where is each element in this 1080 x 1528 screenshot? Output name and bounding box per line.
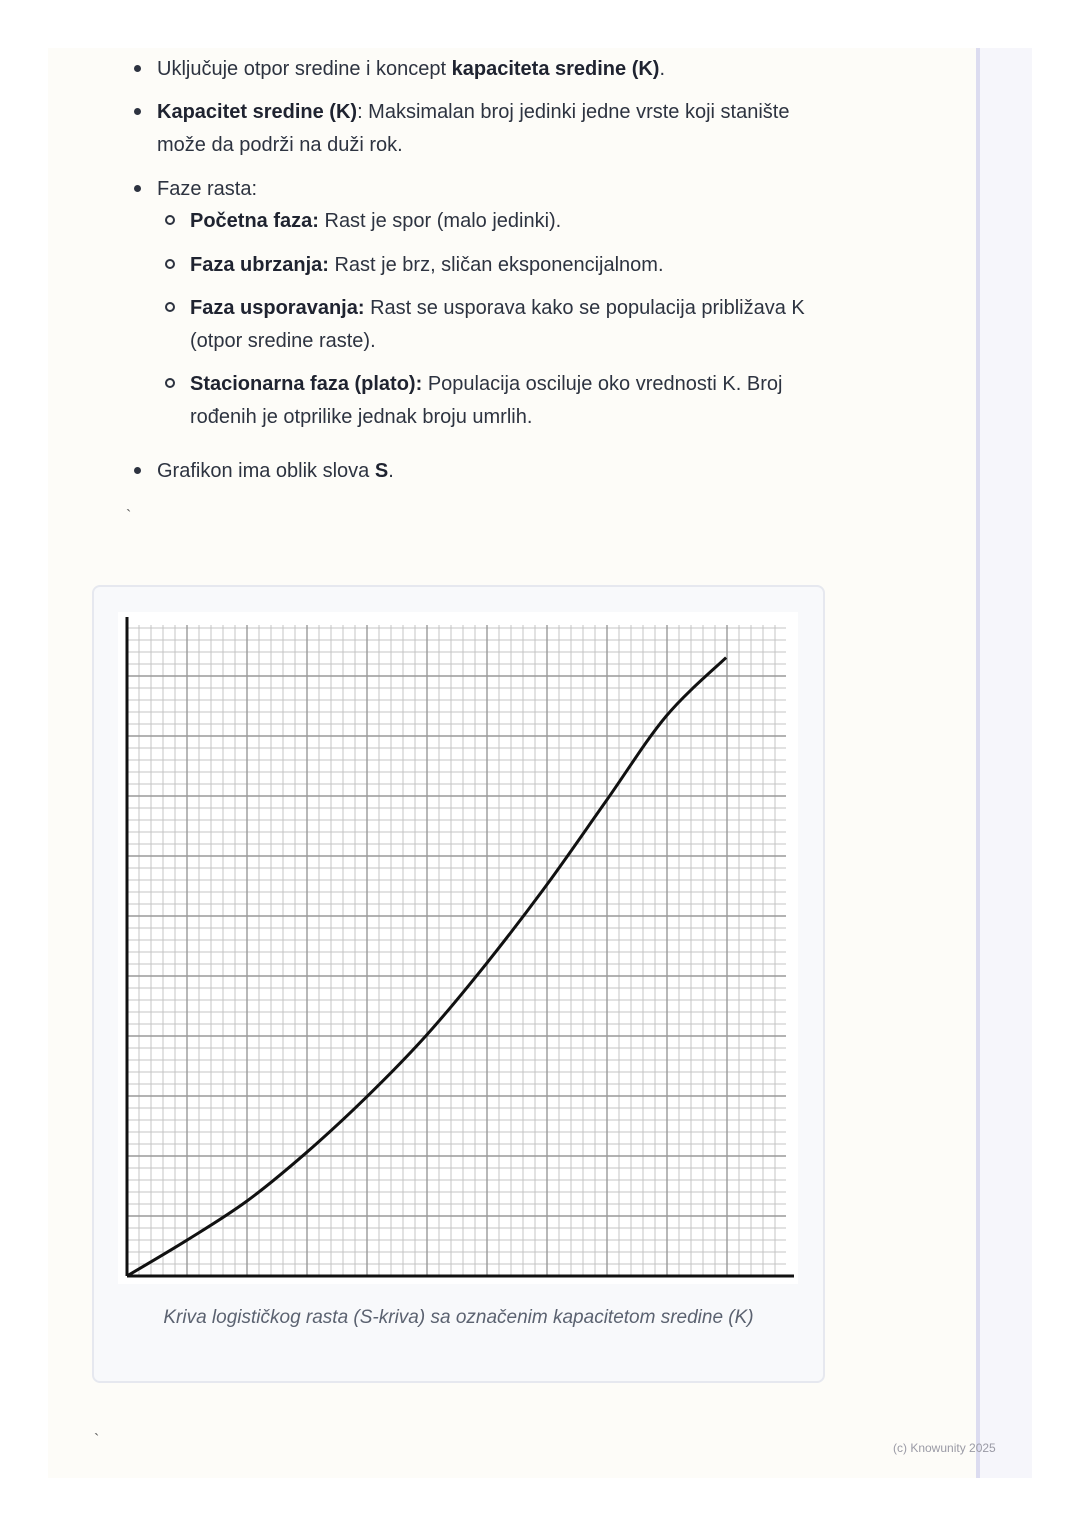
chart-background xyxy=(118,612,798,1284)
phase-pocetna: Početna faza: Rast je spor (malo jedinki). xyxy=(190,210,562,232)
phase-usporavanje-cont: (otpor sredine raste). xyxy=(190,330,376,352)
phase-ubrzanje: Faza ubrzanja: Rast je brz, sličan eksponencijalnom. xyxy=(190,254,664,276)
phase-stacionarna: Stacionarna faza (plato): Populacija osciluje oko vrednosti K. Broj xyxy=(190,373,783,395)
bullet-text-kapacitet-cont: može da podrži na duži rok. xyxy=(157,134,403,156)
figure-caption: Kriva logističkog rasta (S-kriva) sa označenim kapacitetom sredine (K) xyxy=(163,1307,754,1328)
phase-usporavanje: Faza usporavanja: Rast se usporava kako se populacija približava K xyxy=(190,297,805,319)
bullet-text-faze: Faze rasta: xyxy=(157,178,258,200)
phase-stacionarna-cont: rođenih je otprilike jednak broju umrlih. xyxy=(190,406,533,428)
bullet-text-otpor: Uključuje otpor sredine i koncept kapaciteta sredine (K). xyxy=(157,58,666,80)
stray-backtick: ` xyxy=(94,1432,100,1449)
bullet-text-grafikon: Grafikon ima oblik slova S. xyxy=(157,460,394,482)
bullet-text-kapacitet: Kapacitet sredine (K): Maksimalan broj jedinki jedne vrste koji stanište xyxy=(157,101,790,123)
copyright-footer: (c) Knowunity 2025 xyxy=(893,1441,996,1455)
stray-backtick: ` xyxy=(126,508,132,525)
